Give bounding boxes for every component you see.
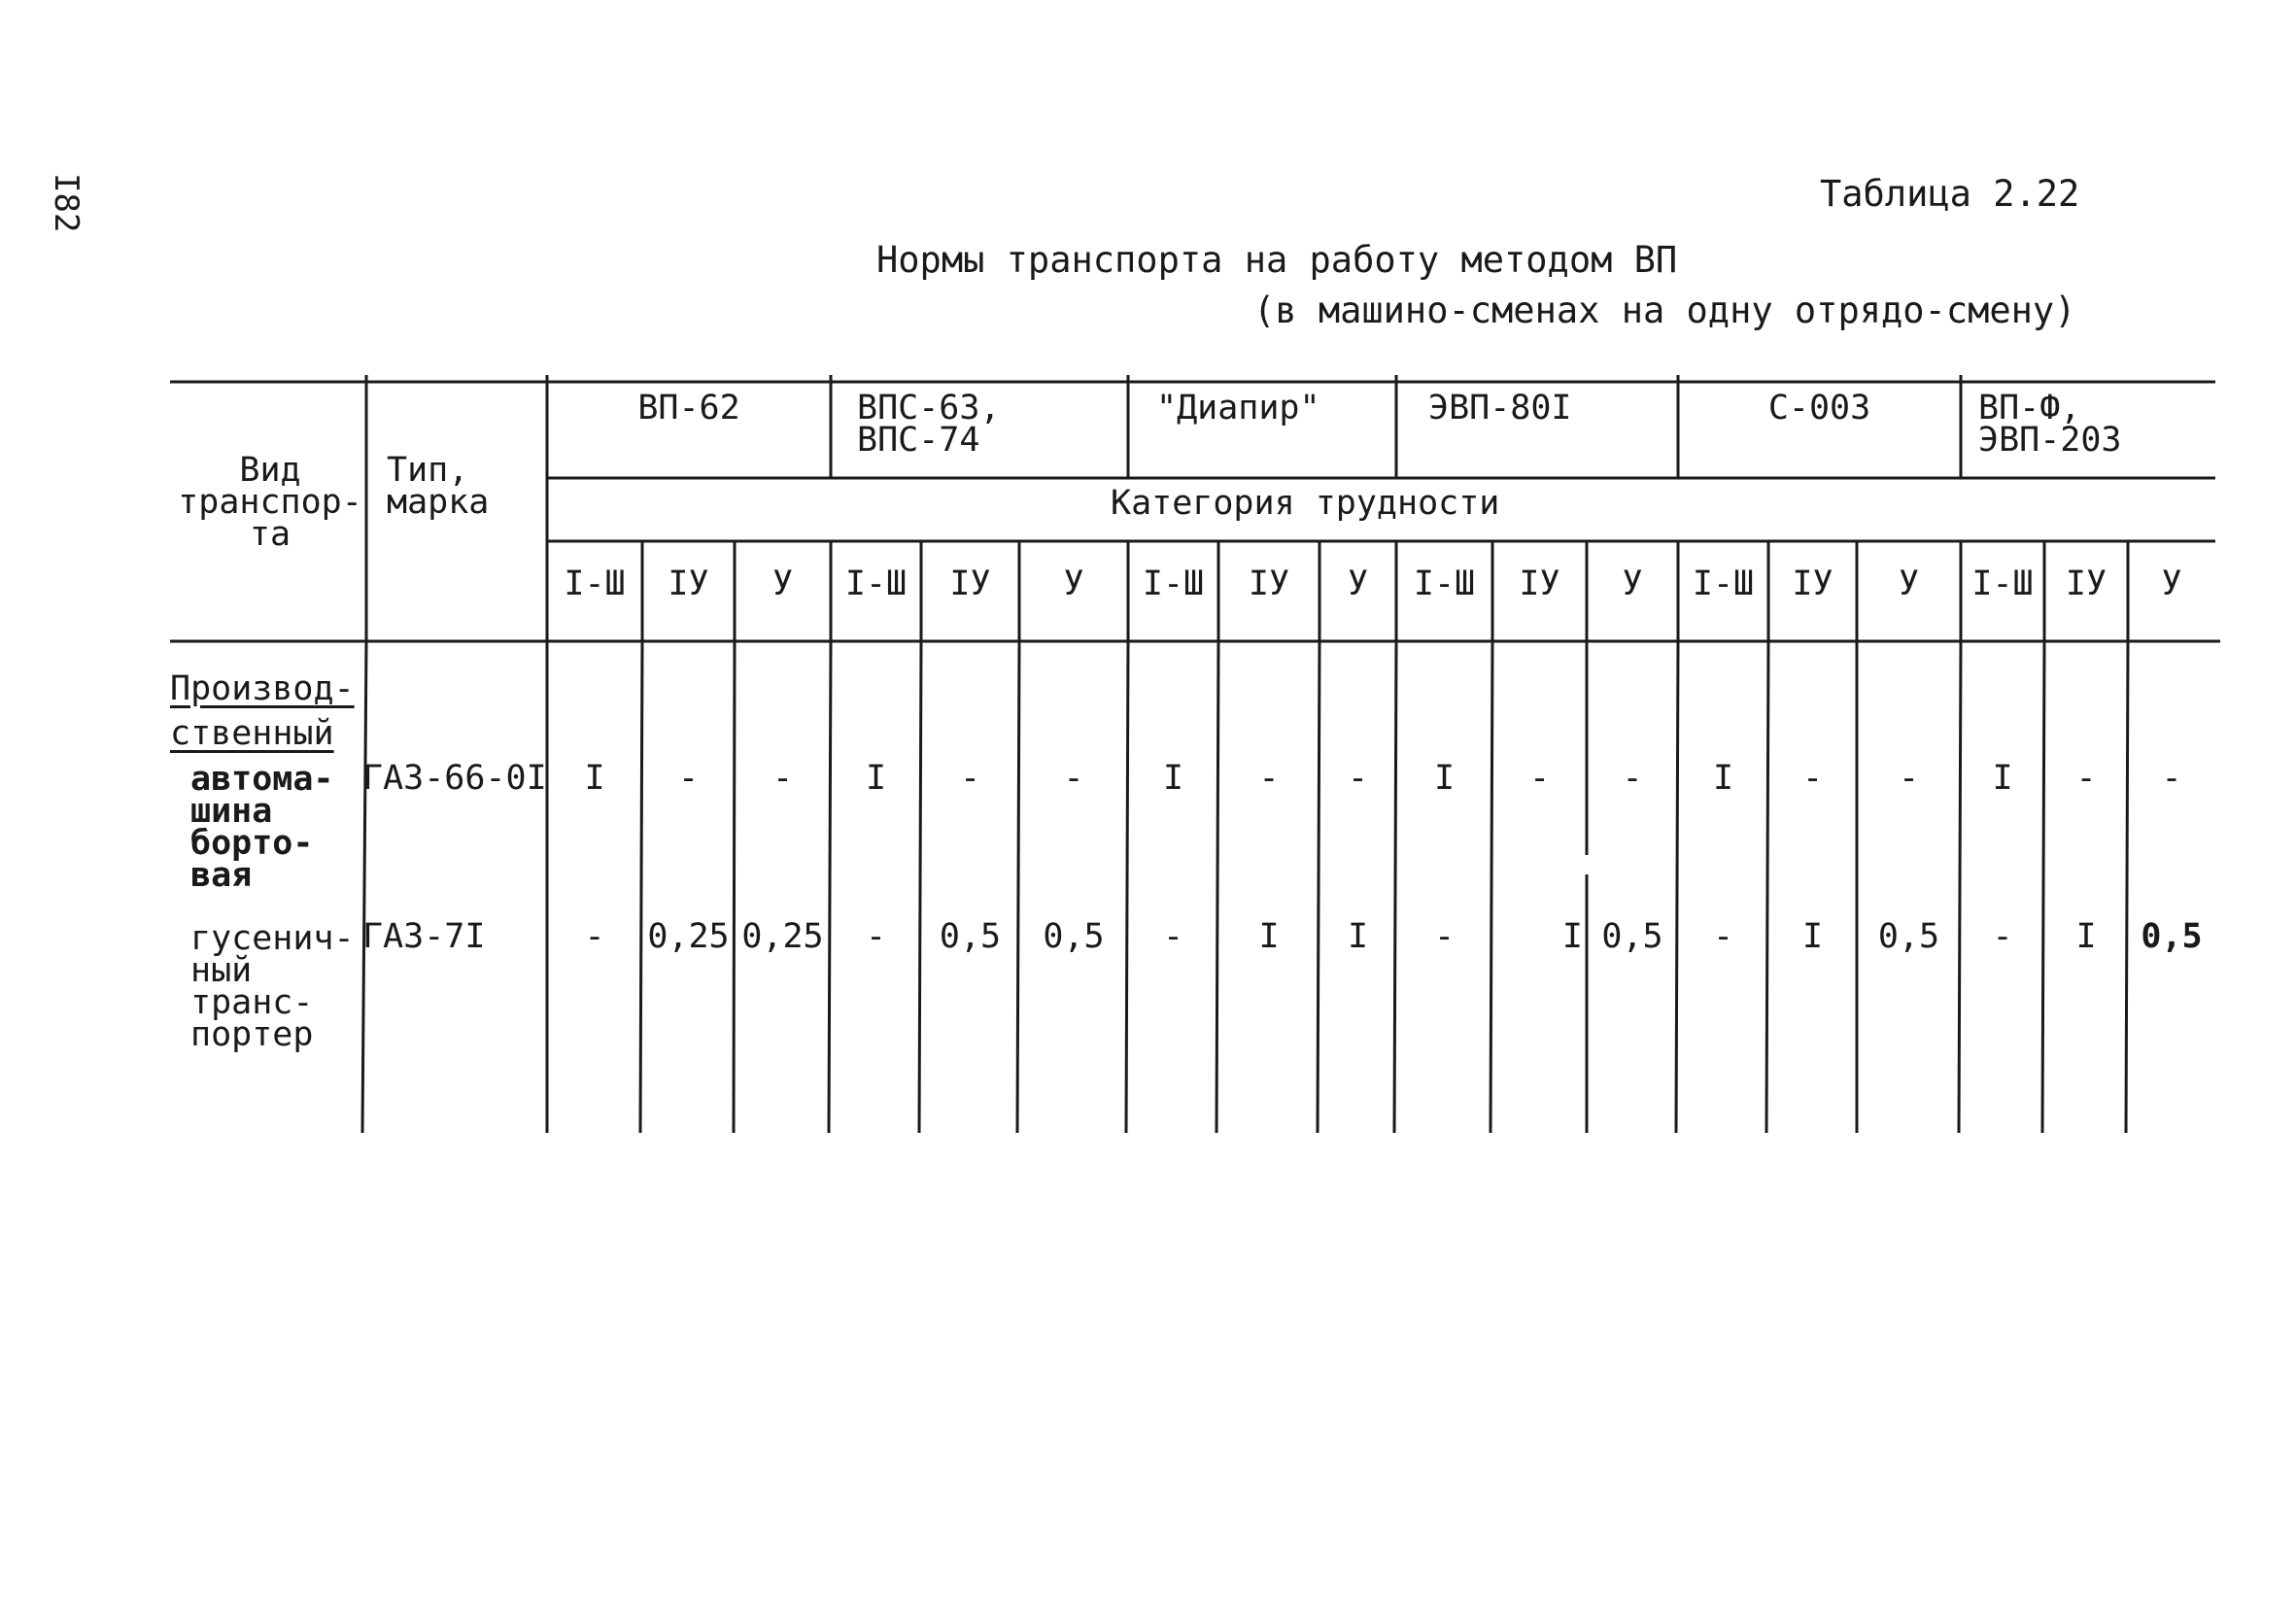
subheader-cat: IУ [949,564,991,603]
table-cell: - [959,759,981,798]
table-cell: I [1258,917,1280,956]
row-type-label: автома- шина борто- вая [190,760,334,895]
subheader-cat: I-Ш [1971,564,2034,603]
table-cell: - [771,759,794,798]
table-cell: 0,5 [2141,917,2203,956]
subheader-cat: У [771,564,794,603]
subheader-cat: I-Ш [564,564,626,603]
subheader-cat: У [1063,564,1084,603]
table-cell: I [1347,917,1369,956]
table-cell: 0,25 [741,917,824,956]
method-header: С-003 [1767,389,1871,427]
header-category: Категория трудности [1111,484,1500,523]
subheader-cat: I-Ш [844,564,908,603]
header-transport-type: Вид транспор- та [178,451,362,554]
subheader-cat: У [2161,564,2182,603]
method-header: ВП-Ф, ЭВП-203 [1978,389,2122,460]
table-cell: I [865,759,887,798]
table-cell: - [1992,917,2013,956]
table-cell: - [1898,759,1920,798]
subheader-cat: I-Ш [1142,564,1205,603]
table-cell: I [584,759,605,798]
table-cell: I [2075,917,2097,956]
table-title: Нормы транспорта на работу методом ВП [876,239,1678,281]
table-cell: - [1162,917,1184,956]
subheader-cat: IУ [1248,564,1290,603]
table-cell: I [1433,759,1456,798]
table-cell: - [1258,759,1280,798]
table-cell: 0,5 [1043,917,1105,956]
page-number: I82 [47,173,86,233]
subheader-cat: У [1898,564,1920,603]
table-cell: 0,5 [1601,917,1663,956]
table-cell: - [1801,759,1824,798]
subheader-cat: I-Ш [1413,564,1476,603]
table-cell: I [1162,759,1184,798]
table-cell: - [2161,759,2182,798]
method-header: ЭВП-80I [1428,389,1572,427]
header-brand: Тип, марка [387,451,490,522]
table-cell: - [1347,759,1369,798]
group-label: Производ- ственный [170,669,355,753]
table-label: Таблица 2.22 [1820,173,2080,215]
table-cell: - [2075,759,2097,798]
method-header: "Диапир" [1156,389,1320,427]
table-cell: - [677,759,700,798]
table-cell: - [584,917,605,956]
method-header: ВП-62 [637,389,740,427]
table-cell: - [865,917,887,956]
subheader-cat: IУ [2065,564,2108,603]
method-header: ВПС-63, ВПС-74 [857,389,1001,460]
row-type-label: гусенич- ный транс- портер [190,919,355,1054]
table-cell: - [1433,917,1456,956]
subheader-cat: IУ [1792,564,1833,603]
table-cell: - [1712,917,1734,956]
table-subtitle: (в машино-сменах на одну отрядо-смену) [1253,290,2076,331]
subheader-cat: I-Ш [1692,564,1755,603]
subheader-cat: У [1347,564,1369,603]
table-cell: 0,5 [939,917,1002,956]
table-cell: I [1712,759,1734,798]
table-cell: I [1561,917,1583,956]
table-cell: 0,5 [1877,917,1940,956]
row-brand: ГАЗ-66-0I [362,759,547,798]
table-cell: - [1063,759,1084,798]
subheader-cat: У [1622,564,1643,603]
table-cell: - [1622,759,1643,798]
subheader-cat: IУ [1519,564,1560,603]
subheader-cat: IУ [668,564,709,603]
table-cell: I [1801,917,1824,956]
table-cell: I [1992,759,2013,798]
row-brand: ГАЗ-7I [362,917,486,956]
table-cell: 0,25 [647,917,730,956]
table-cell: - [1528,759,1551,798]
